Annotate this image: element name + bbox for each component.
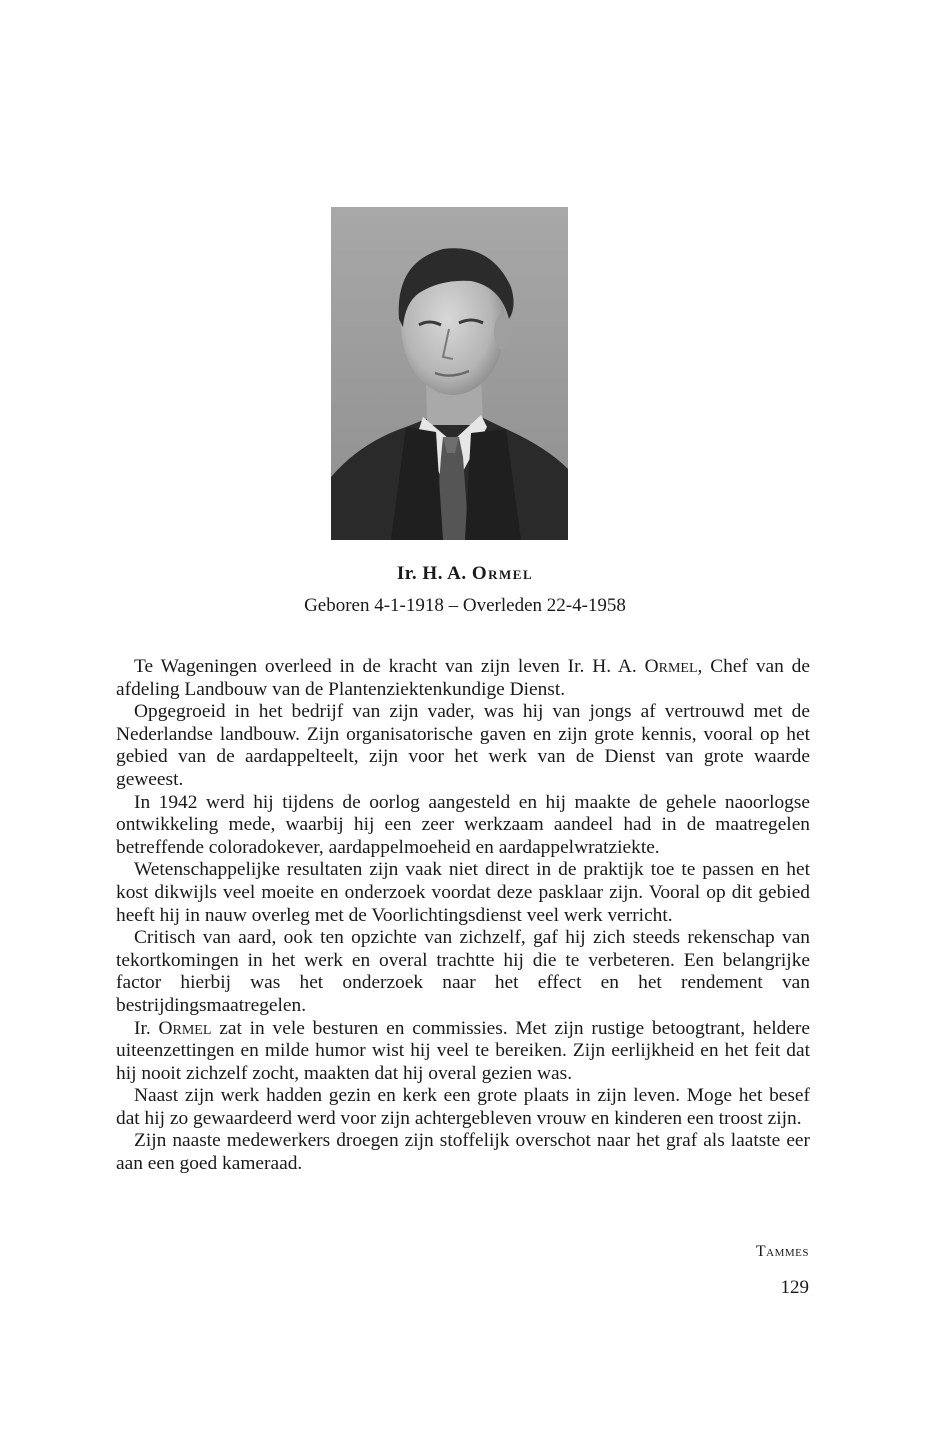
paragraph-6-text-b: zat in vele besturen en commissies. Met zijn rustige betoogtrant, heldere uiteenzettingen en milde humor wist hij veel te bereiken. Zijn eerlijkheid en het feit dat hij nooit zichzelf zocht, maakten dat hij overal gezien was. <box>116 1017 810 1084</box>
obituary-title <box>0 563 930 585</box>
paragraph-2: Opgegroeid in het bedrijf van zijn vader, was hij van jongs af vertrouwd met de Nederlandse landbouw. Zijn organisatorische gaven en zijn grote kennis, vooral op het gebied van de aardappelteelt, zijn voor het werk van de Dienst van grote waarde geweest. <box>116 701 810 790</box>
author-signature: Tammes <box>755 1243 809 1260</box>
paragraph-6 <box>116 1018 810 1086</box>
paragraph-1-text-b: , Chef van de afdeling Landbouw van de Plantenziektenkundige Dienst. <box>116 656 810 700</box>
paragraph-4: Wetenschappelijke resultaten zijn vaak niet direct in de praktijk toe te passen en het kost dikwijls veel moeite en onderzoek voordat deze pasklaar zijn. Vooral op dit gebied heeft hij in nauw overleg met de Voorlichtingsdienst veel werk verricht. <box>116 859 810 926</box>
paragraph-6-surname: Ormel <box>158 1017 212 1039</box>
birth-death-dates: Geboren 4-1-1918 – Overleden 22-4-1958 <box>304 595 626 616</box>
paragraph-5: Critisch van aard, ook ten opzichte van zichzelf, gaf hij zich steeds rekenschap van tekortkomingen in het werk en overal trachtte hij die te verbeteren. Een belangrijke factor hierbij was het onderzoek naar het effect en het rendement van bestrijdingsmaatregelen. <box>116 927 810 1016</box>
paragraph-1-surname: Ormel <box>644 656 698 677</box>
page-number: 129 <box>780 1277 809 1298</box>
obituary-body <box>116 656 810 1176</box>
title-prefix: Ir. H. A. <box>396 563 472 584</box>
portrait-photo <box>331 207 568 540</box>
paragraph-6-text-a: Ir. <box>134 1017 159 1039</box>
paragraph-1-text-a: Te Wageningen overleed in de kracht van zijn leven Ir. H. A. <box>134 656 645 677</box>
paragraph-8: Zijn naaste medewerkers droegen zijn stoffelijk overschot naar het graf als laatste eer aan een goed kameraad. <box>116 1130 810 1175</box>
paragraph-1 <box>116 656 810 701</box>
title-surname: Ormel <box>471 563 534 584</box>
paragraph-7: Naast zijn werk hadden gezin en kerk een grote plaats in zijn leven. Moge het besef dat hij zo gewaardeerd werd voor zijn achtergebleven vrouw en kinderen een troost zijn. <box>116 1085 810 1129</box>
paragraph-3: In 1942 werd hij tijdens de oorlog aangesteld en hij maakte de gehele naoorlogse ontwikkeling mede, waarbij hij een zeer werkzaam aandeel had in de maatregelen betreffende coloradokever, aardappelmoeheid en aardappelwratziekte. <box>116 791 810 858</box>
